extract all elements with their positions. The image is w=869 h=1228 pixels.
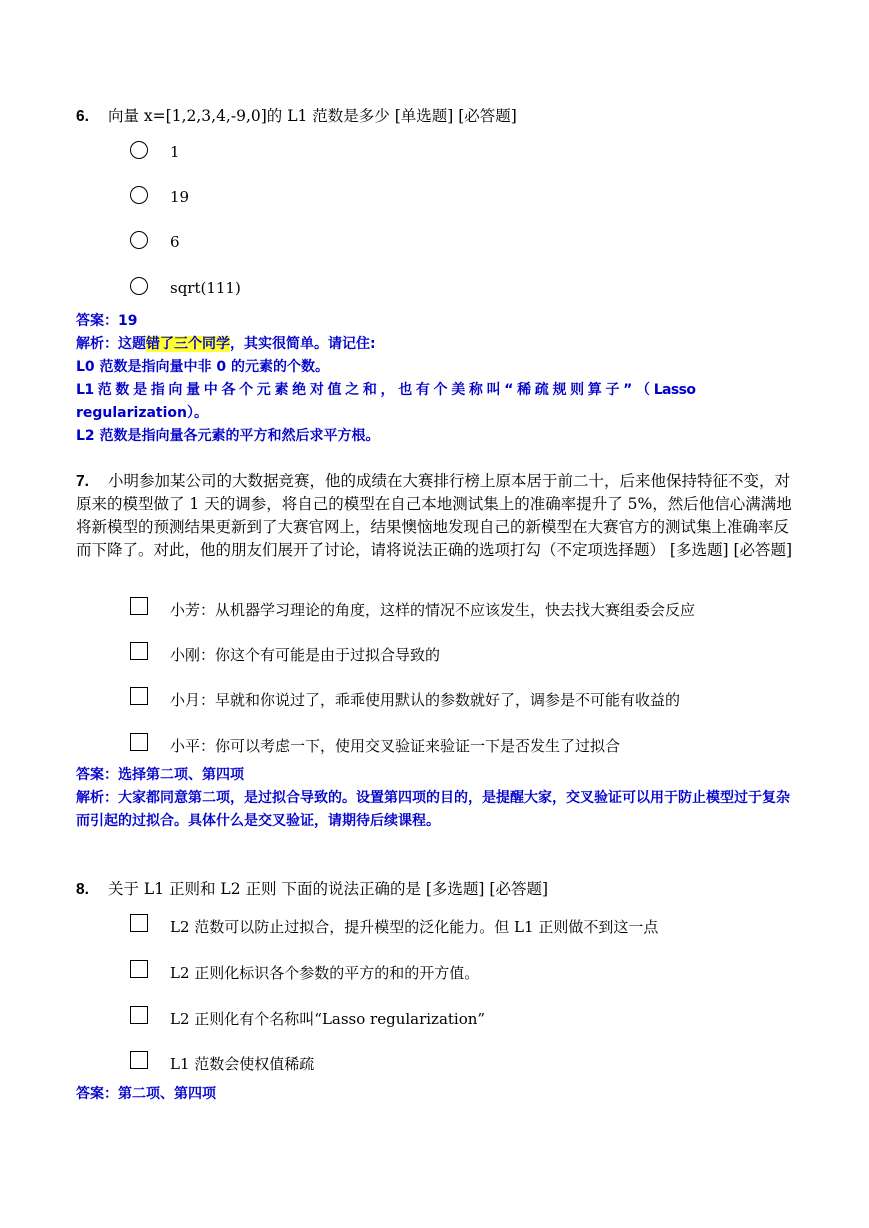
- option-label: 小刚：你这个有可能是由于过拟合导致的: [170, 646, 441, 664]
- checkbox[interactable]: [130, 597, 148, 615]
- analysis-line: L2 范数是指向量各元素的平方和然后求平方根。: [76, 428, 380, 444]
- question-number: 6.: [76, 108, 89, 125]
- radio-button[interactable]: [130, 277, 148, 295]
- analysis-prefix: 解析：这题: [76, 336, 146, 352]
- option-label: L2 正则化标识各个参数的平方的和的开方值。: [170, 964, 480, 982]
- option-label: 1: [170, 143, 180, 161]
- answer-block-8: [76, 1083, 796, 1106]
- checkbox[interactable]: [130, 687, 148, 705]
- checkbox[interactable]: [130, 914, 148, 932]
- checkbox[interactable]: [130, 1051, 148, 1069]
- question-text: 小明参加某公司的大数据竞赛，他的成绩在大赛排行榜上原本居于前二十，后来他保持特: [108, 472, 713, 490]
- option-label: L2 正则化有个名称叫“Lasso regularization”: [170, 1010, 486, 1028]
- radio-button[interactable]: [130, 231, 148, 249]
- option-label: 小月：早就和你说过了，乖乖使用默认的参数就好了，调参是不可能有收益的: [170, 691, 681, 709]
- option-label: 19: [170, 188, 190, 206]
- option-label: sqrt(111): [170, 279, 241, 297]
- question-number: 8.: [76, 881, 89, 898]
- question-text: 关于 L1 正则和 L2 正则 下面的说法正确的是 [多选题] [必答题]: [108, 880, 548, 898]
- answer-text: 答案：第二项、第四项: [76, 1086, 216, 1102]
- answer-text: 答案：19: [76, 313, 138, 329]
- option-label: 小平：你可以考虑一下，使用交叉验证来验证一下是否发生了过拟合: [170, 737, 621, 755]
- answer-block-6: [76, 310, 796, 448]
- answer-text: 答案：选择第二项、第四项: [76, 767, 244, 783]
- option-label: 小芳：从机器学习理论的角度，这样的情况不应该发生，快去找大赛组委会反应: [170, 601, 696, 619]
- question-number: 7.: [76, 473, 89, 490]
- question-7: [76, 470, 796, 562]
- checkbox[interactable]: [130, 733, 148, 751]
- checkbox[interactable]: [130, 1006, 148, 1024]
- highlighted-text: 错了三个同学: [146, 336, 230, 352]
- option-label: 6: [170, 233, 180, 251]
- analysis-line: L0 范数是指向量中非 0 的元素的个数。: [76, 359, 330, 375]
- radio-button[interactable]: [130, 141, 148, 159]
- analysis-line: L1 范 数 是 指 向 量 中 各 个 元 素 绝 对 值 之 和 ， 也 有 个 美 称 叫 “ 稀 疏 规 则 算 子 ” （ Lasso: [76, 382, 696, 398]
- radio-button[interactable]: [130, 186, 148, 204]
- answer-block-7: [76, 764, 796, 833]
- checkbox[interactable]: [130, 642, 148, 660]
- question-text: 向量 x=[1,2,3,4,-9,0]的 L1 范数是多少 [单选题] [必答题]: [108, 107, 517, 125]
- question-6: [76, 105, 796, 128]
- analysis-text: 解析：大家都同意第二项，是过拟合导致的。设置第四项的目的，是提醒大家，交叉验证可以用于防止模型过于复杂而引起的过拟合。具体什么是交叉验证，请期待后续课程。: [76, 790, 790, 829]
- question-8: [76, 878, 796, 901]
- option-label: L1 范数会使权值稀疏: [170, 1055, 315, 1073]
- analysis-text: [76, 333, 796, 356]
- checkbox[interactable]: [130, 960, 148, 978]
- question-text-continued: 征不变，对原来的模型做了 1 天的调参，将自己的模型在自己本地测试集上的准确率提升了 5%，然后他信心满满地将新模型的预测结果更新到了大赛官网上，结果懊恼地发现自己的新模型在大赛官方的测试集上准确率反而下降了。对此，他的朋友们展开了讨论，请将说法正确的选项打勾（不定项选择题） [多选题] [必答题]: [76, 472, 793, 559]
- analysis-line: regularization）。: [76, 405, 209, 421]
- option-label: L2 范数可以防止过拟合，提升模型的泛化能力。但 L1 正则做不到这一点: [170, 918, 659, 936]
- analysis-suffix: ，其实很简单。请记住:: [230, 336, 376, 352]
